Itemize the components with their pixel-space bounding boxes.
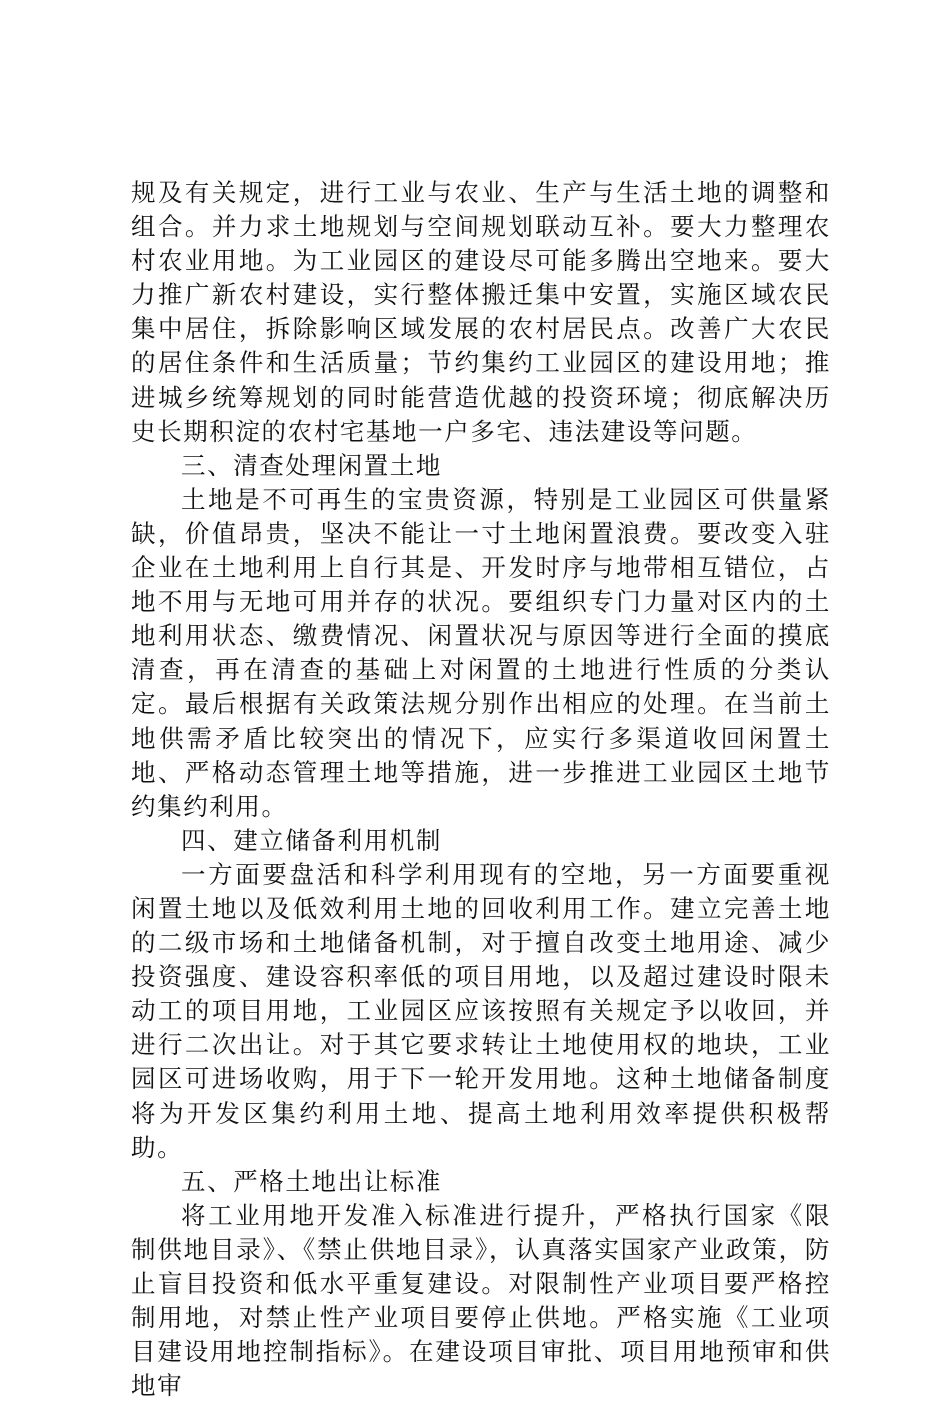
paragraph-section-5: 将工业用地开发准入标准进行提升，严格执行国家《限制供地目录》、《禁止供地目录》，认真落实国家产业政策，防止盲目投资和低水平重复建设。对限制性产业项目要严格控制用地，对禁止性产业项目要停止供地。严格实施《工业项目建设用地控制指标》。在建设项目审批、项目用地预审和供地审: [131, 1200, 831, 1401]
section-heading-3: 三、清查处理闲置土地: [181, 450, 442, 480]
paragraph-continued: 规及有关规定，进行工业与农业、生产与生活土地的调整和组合。并力求土地规划与空间规划联动互补。要大力整理农村农业用地。为工业园区的建设尽可能多腾出空地来。要大力推广新农村建设，实行整体搬迁集中安置，实施区域农民集中居住，拆除影响区域发展的农村居民点。改善广大农民的居住条件和生活质量；节约集约工业园区的建设用地；推进城乡统筹规划的同时能营造优越的投资环境；彻底解决历史长期积淀的农村宅基地一户多宅、违法建设等问题。: [131, 178, 831, 446]
document-body: [131, 176, 831, 1403]
section-heading-5: 五、严格土地出让标准: [181, 1166, 442, 1196]
paragraph-section-3: 土地是不可再生的宝贵资源，特别是工业园区可供量紧缺，价值昂贵，坚决不能让一寸土地闲置浪费。要改变入驻企业在土地利用上自行其是、开发时序与地带相互错位，占地不用与无地可用并存的状况。要组织专门力量对区内的土地利用状态、缴费情况、闲置状况与原因等进行全面的摸底清查，再在清查的基础上对闲置的土地进行性质的分类认定。最后根据有关政策法规分别作出相应的处理。在当前土地供需矛盾比较突出的情况下，应实行多渠道收回闲置土地、严格动态管理土地等措施，进一步推进工业园区土地节约集约利用。: [131, 484, 831, 821]
paragraph-section-4: 一方面要盘活和科学利用现有的空地，另一方面要重视闲置土地以及低效利用土地的回收利用工作。建立完善土地的二级市场和土地储备机制，对于擅自改变土地用途、减少投资强度、建设容积率低的项目用地，以及超过建设时限未动工的项目用地，工业园区应该按照有关规定予以收回，并进行二次出让。对于其它要求转让土地使用权的地块，工业园区可进场收购，用于下一轮开发用地。这种土地储备制度将为开发区集约利用土地、提高土地利用效率提供积极帮助。: [131, 859, 831, 1162]
section-heading-4: 四、建立储备利用机制: [181, 825, 442, 855]
